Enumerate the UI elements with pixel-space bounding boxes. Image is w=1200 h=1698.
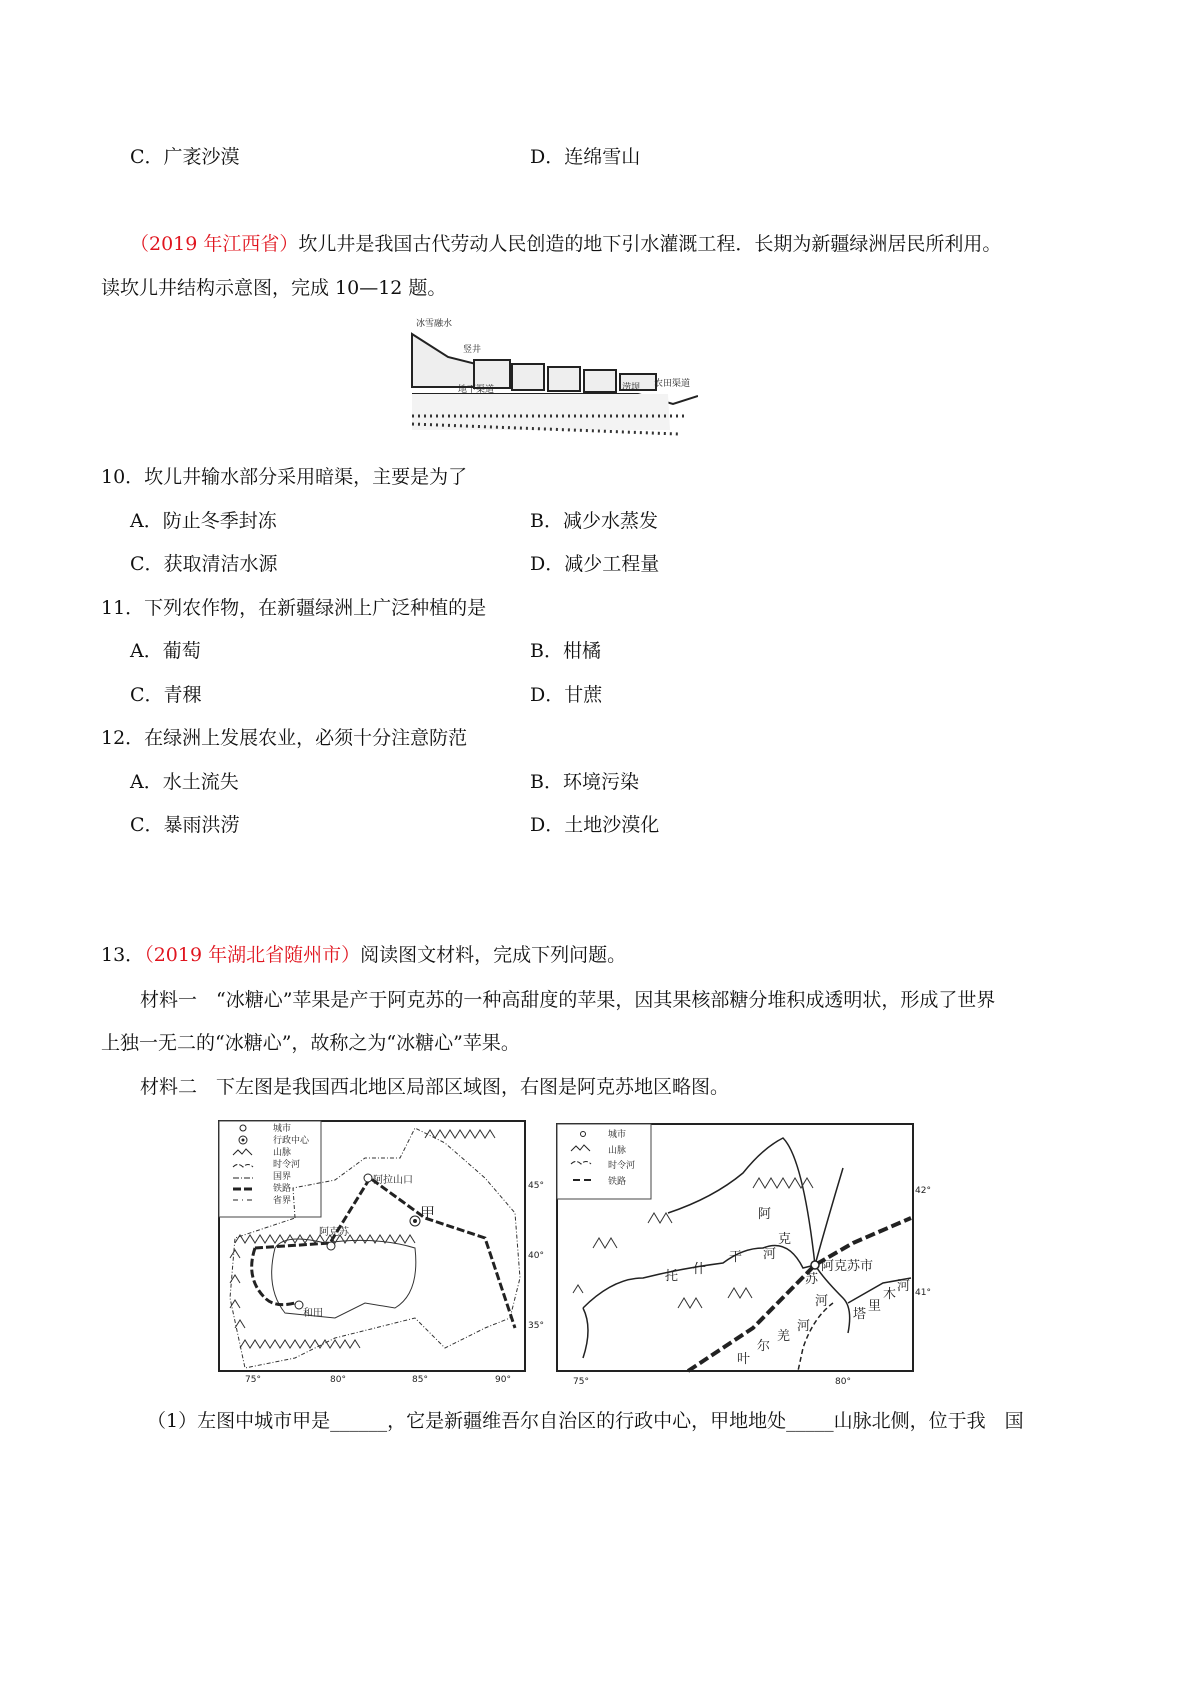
city-akesu: 阿克苏市 — [821, 1259, 874, 1274]
option-a: A．防止冬季封冻 — [130, 510, 277, 532]
river-char: 塔 — [853, 1307, 867, 1322]
place-jia: 甲 — [420, 1204, 436, 1222]
lat-tick: 35° — [528, 1321, 544, 1331]
label-farmland-channel: 农田渠道 — [654, 379, 691, 389]
legend-city: 城市 — [608, 1130, 627, 1140]
river-char: 河 — [897, 1279, 911, 1294]
label-shaft: 竖井 — [463, 345, 482, 355]
legend-provincial-border: 省界 — [273, 1196, 292, 1206]
lat-tick: 41° — [915, 1288, 931, 1298]
legend-mountain: 山脉 — [608, 1146, 627, 1156]
intro-line-2: 读坎儿井结构示意图，完成 10—12 题。 — [101, 277, 447, 299]
lon-tick: 85° — [412, 1375, 428, 1385]
question-number: 13． — [101, 944, 145, 966]
lon-tick: 80° — [835, 1377, 851, 1386]
legend-railway: 铁路 — [608, 1177, 627, 1187]
label-meltwater: 冰雪融水 — [416, 319, 453, 329]
place-akesu: 阿克苏 — [319, 1227, 349, 1238]
lon-tick: 80° — [330, 1375, 346, 1385]
legend-city: 城市 — [273, 1124, 292, 1134]
question-stem: 12．在绿洲上发展农业，必须十分注意防范 — [101, 727, 468, 749]
river-char: 尔 — [757, 1339, 771, 1354]
river-char: 河 — [763, 1247, 777, 1262]
place-alashankou: 阿拉山口 — [373, 1175, 413, 1186]
material-1-line-2: 上独一无二的“冰糖心”，故称之为“冰糖心”苹果。 — [101, 1032, 520, 1054]
option-d: D．减少工程量 — [530, 553, 660, 575]
intro-line-1 — [130, 229, 1001, 256]
option-b: B．柑橘 — [530, 640, 601, 662]
option-c: C．获取清洁水源 — [130, 553, 278, 575]
option-c: C．青稞 — [130, 684, 202, 706]
lat-tick: 40° — [528, 1251, 544, 1261]
river-char: 阿 — [758, 1207, 772, 1222]
river-char: 克 — [778, 1232, 792, 1247]
intro-text: 坎儿井是我国古代劳动人民创造的地下引水灌溉工程．长期为新疆绿洲居民所利用。 — [298, 233, 1002, 255]
river-char: 托 — [665, 1269, 679, 1284]
river-char: 干 — [729, 1250, 743, 1265]
river-char: 什 — [693, 1262, 707, 1277]
legend-seasonal-river: 时令河 — [608, 1161, 636, 1171]
label-underground-channel: 地下渠道 — [458, 385, 495, 395]
lat-tick: 45° — [528, 1181, 544, 1191]
northwest-china-map — [215, 1118, 550, 1386]
river-char: 里 — [868, 1299, 882, 1314]
option-b: B．减少水蒸发 — [530, 510, 658, 532]
question-stem: 11．下列农作物，在新疆绿洲上广泛种植的是 — [101, 597, 487, 619]
river-char: 苏 — [805, 1272, 819, 1287]
sub-question-1: （1）左图中城市甲是______，它是新疆维吾尔自治区的行政中心，甲地地处_____山脉北侧，位于我 国 — [147, 1410, 1024, 1432]
question-stem: 阅读图文材料，完成下列问题。 — [360, 944, 627, 966]
option-a: A．水土流失 — [130, 771, 239, 793]
akesu-region-map — [553, 1118, 938, 1386]
river-char: 河 — [815, 1294, 829, 1309]
legend-seasonal-river: 时令河 — [273, 1160, 301, 1170]
option-c: C．暴雨洪涝 — [130, 814, 240, 836]
option-d: D．甘蔗 — [530, 684, 603, 706]
option-9c: C．广袤沙漠 — [130, 146, 240, 168]
question-stem: 10．坎儿井输水部分采用暗渠，主要是为了 — [101, 466, 468, 488]
place-hetian: 和田 — [303, 1308, 323, 1319]
river-char: 木 — [883, 1287, 897, 1302]
lon-tick: 75° — [573, 1377, 589, 1386]
material-1-line-1: 材料一 “冰糖心”苹果是产于阿克苏的一种高甜度的苹果，因其果核部糖分堆积成透明状，形成了世界 — [140, 989, 996, 1011]
river-char: 河 — [797, 1319, 811, 1334]
question-13-header — [101, 940, 626, 967]
legend-admin-center: 行政中心 — [273, 1136, 310, 1146]
label-pond: 涝坝 — [622, 383, 641, 393]
legend-national-border: 国界 — [273, 1172, 292, 1182]
option-9d: D．连绵雪山 — [530, 146, 641, 168]
option-a: A．葡萄 — [130, 640, 201, 662]
source-label: （2019 年湖北省随州市） — [144, 944, 361, 966]
option-b: B．环境污染 — [530, 771, 639, 793]
legend-mountain: 山脉 — [273, 1148, 292, 1158]
river-char: 羌 — [777, 1329, 791, 1344]
legend-railway: 铁路 — [273, 1184, 292, 1194]
lon-tick: 90° — [495, 1375, 511, 1385]
kanerjing-diagram — [408, 312, 698, 437]
material-2: 材料二 下左图是我国西北地区局部区域图，右图是阿克苏地区略图。 — [140, 1076, 730, 1098]
river-char: 叶 — [737, 1352, 751, 1367]
option-d: D．土地沙漠化 — [530, 814, 660, 836]
lat-tick: 42° — [915, 1186, 931, 1196]
source-label: （2019 年江西省） — [130, 233, 299, 255]
lon-tick: 75° — [245, 1375, 261, 1385]
